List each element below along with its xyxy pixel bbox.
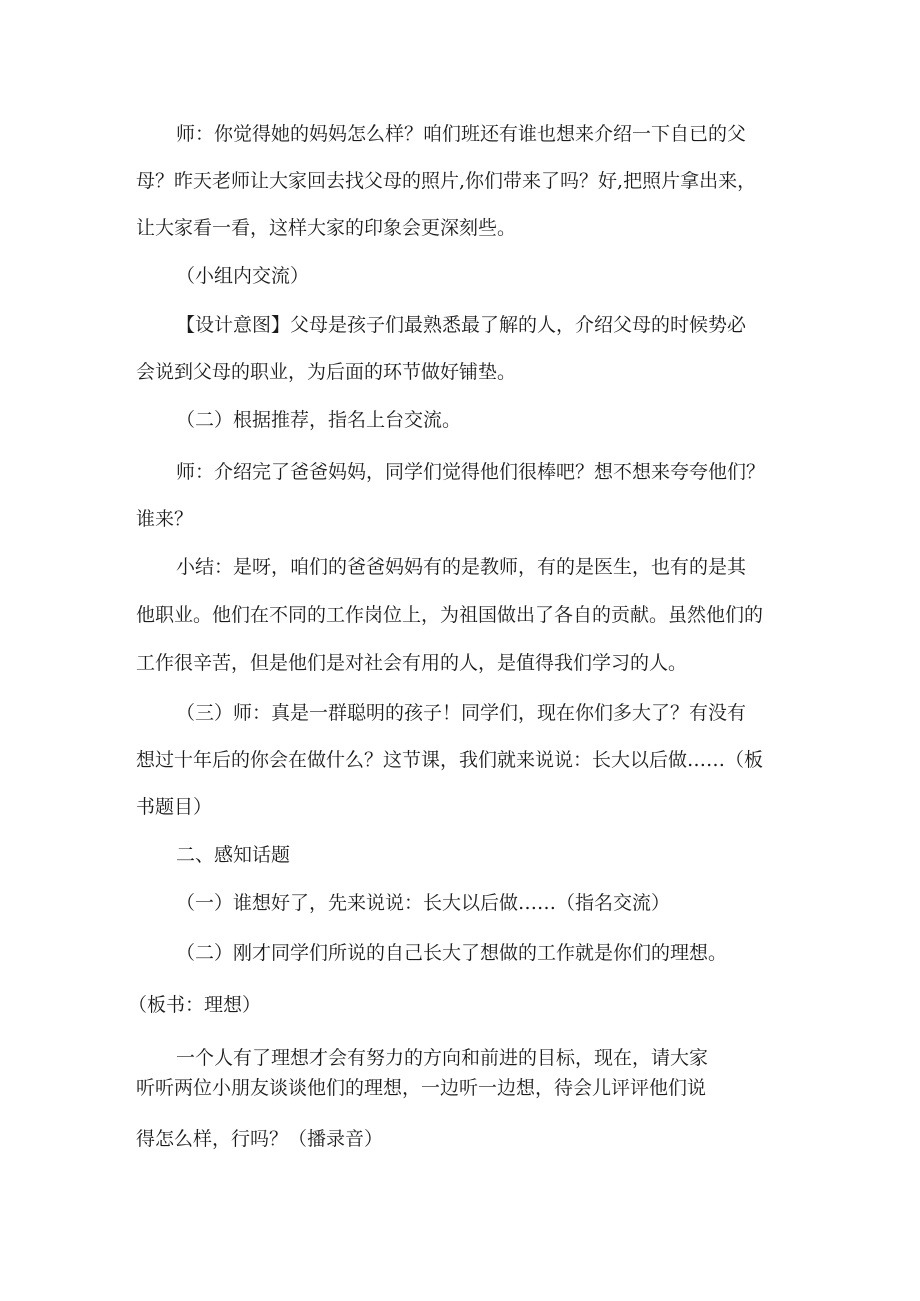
text-line: 工作很辛苦，但是他们是对社会有用的人，是值得我们学习的人。	[136, 652, 688, 674]
text-line: 会说到父母的职业，为后面的环节做好铺垫。	[136, 361, 517, 383]
text-line: 听听两位小朋友谈谈他们的理想，一边听一边想，待会儿评评他们说	[136, 1077, 707, 1099]
text-line: 师：介绍完了爸爸妈妈，同学们觉得他们很棒吧？想不想来夸夸他们？	[176, 461, 766, 483]
text-line: 母？昨天老师让大家回去找父母的照片,你们带来了吗？好,把照片拿出来，	[136, 170, 757, 192]
text-line: 二、感知话题	[176, 844, 291, 866]
text-line: 小结：是呀，咱们的爸爸妈妈有的是教师，有的是医生，也有的是其	[176, 556, 747, 578]
text-line: （板书：理想）	[128, 994, 262, 1016]
text-line: 师：你觉得她的妈妈怎么样？咱们班还有谁也想来介绍一下自已的父	[176, 123, 747, 145]
text-line: （三）师：真是一群聪明的孩子！同学们，现在你们多大了？有没有	[176, 702, 747, 724]
text-line: （小组内交流）	[176, 265, 310, 287]
text-line: 想过十年后的你会在做什么？这节课，我们就来说说：长大以后做……（板	[136, 749, 764, 771]
text-line: 他职业。他们在不同的工作岗位上，为祖国做出了各自的贡献。虽然他们的	[136, 604, 764, 626]
text-line: 书题目）	[136, 796, 213, 818]
text-line: 谁来？	[136, 508, 194, 530]
text-line: 得怎么样，行吗？（播录音）	[136, 1128, 384, 1150]
text-line: （二）根据推荐，指名上台交流。	[176, 409, 462, 431]
text-line: （二）刚才同学们所说的自己长大了想做的工作就是你们的理想。	[176, 942, 728, 964]
text-line: 让大家看一看，这样大家的印象会更深刻些。	[136, 217, 517, 239]
text-line: 一个人有了理想才会有努力的方向和前进的目标，现在，请大家	[176, 1047, 709, 1069]
text-line: （一）谁想好了，先来说说：长大以后做……（指名交流）	[176, 892, 671, 914]
text-line: 【设计意图】父母是孩子们最熟悉最了解的人，介绍父母的时候势必	[176, 314, 747, 336]
